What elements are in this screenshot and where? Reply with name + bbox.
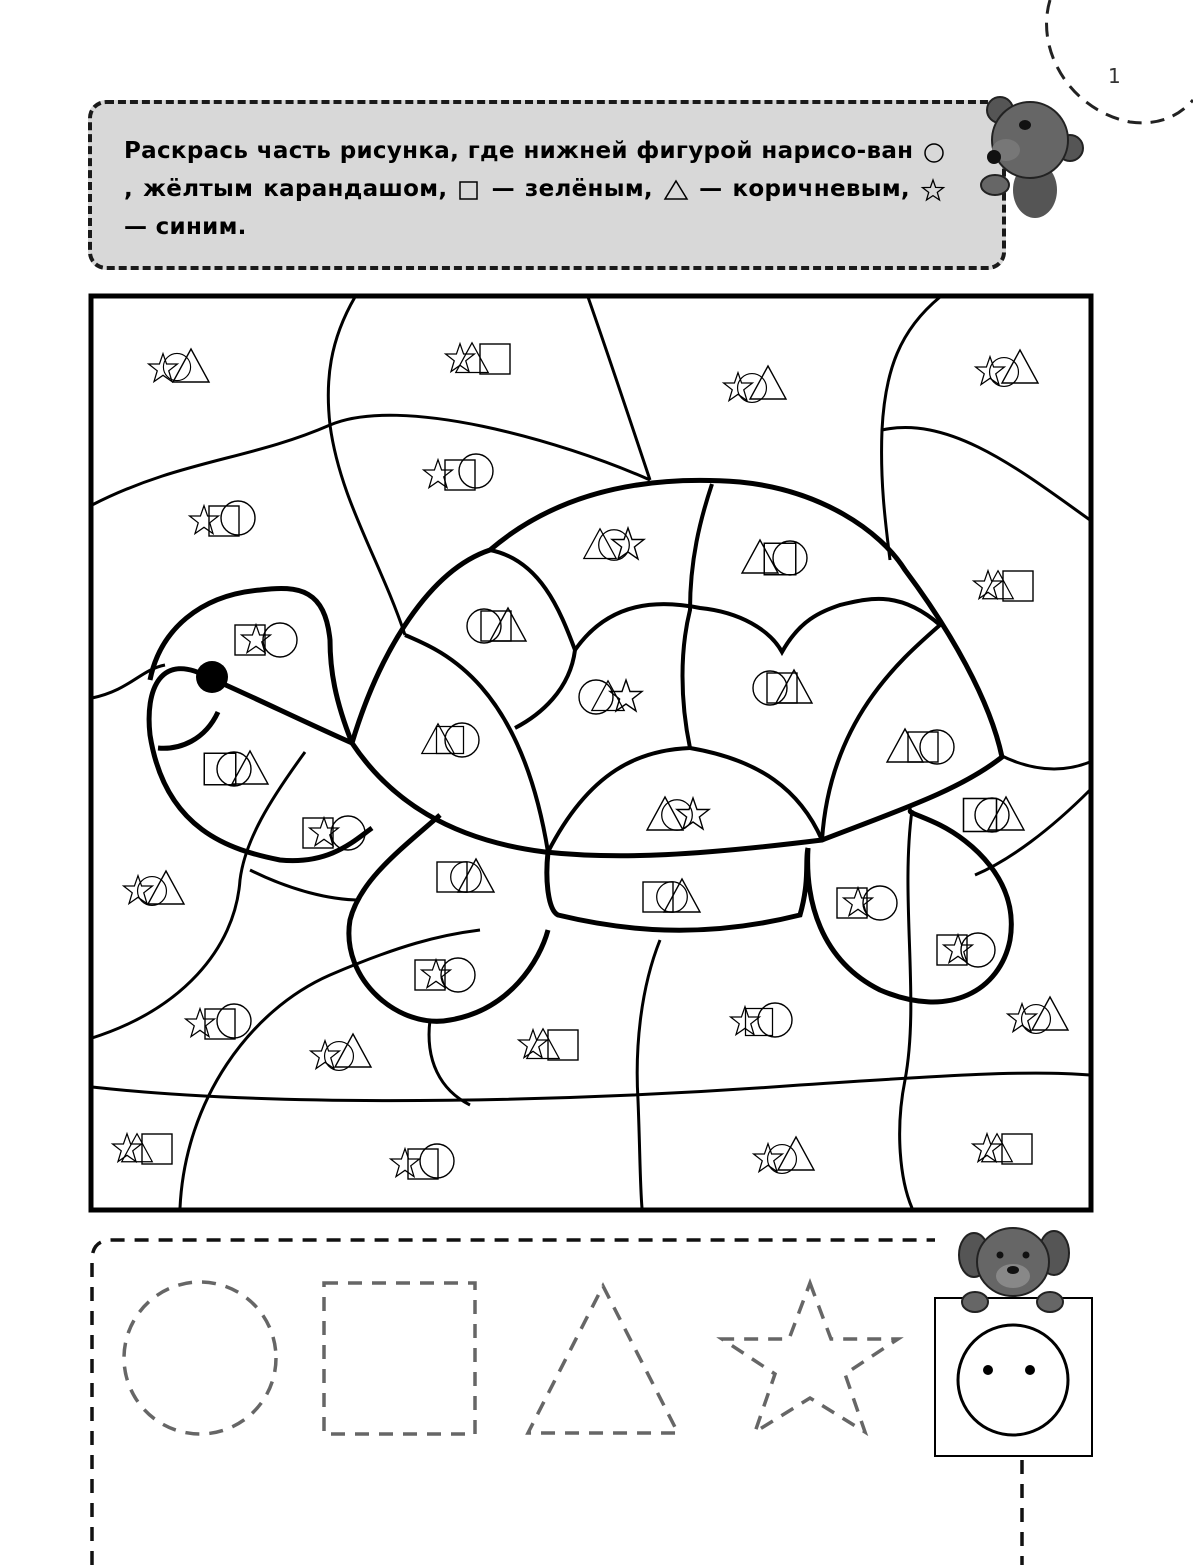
instruction-part-4: — коричневым, bbox=[699, 176, 910, 202]
turtle-mouth bbox=[158, 712, 218, 748]
trace-triangle-icon bbox=[528, 1286, 678, 1433]
instruction-part-3: — зелёным, bbox=[491, 176, 653, 202]
region-symbols bbox=[113, 343, 1068, 1179]
turtle-shell-segments bbox=[405, 484, 940, 852]
dog-mascot bbox=[935, 1228, 1092, 1456]
turtle-eye bbox=[196, 661, 228, 693]
trace-star-icon bbox=[722, 1283, 898, 1432]
background-regions bbox=[92, 297, 1090, 1208]
trace-circle-icon bbox=[124, 1282, 276, 1434]
instruction-part-1: Раскрась часть рисунка, где нижней фигурой нарисо-ван bbox=[124, 138, 914, 164]
page-number: 1 bbox=[1108, 64, 1121, 88]
trace-square-icon bbox=[324, 1283, 475, 1434]
bear-mascot bbox=[981, 97, 1083, 218]
turtle bbox=[149, 480, 1011, 1021]
corner-dashed-arc bbox=[1047, 0, 1193, 123]
instruction-part-5: — синим. bbox=[124, 214, 247, 240]
turtle-body-base bbox=[547, 848, 808, 930]
instruction-part-2: , жёлтым карандашом, bbox=[124, 176, 448, 202]
tracing-shapes bbox=[124, 1282, 898, 1434]
